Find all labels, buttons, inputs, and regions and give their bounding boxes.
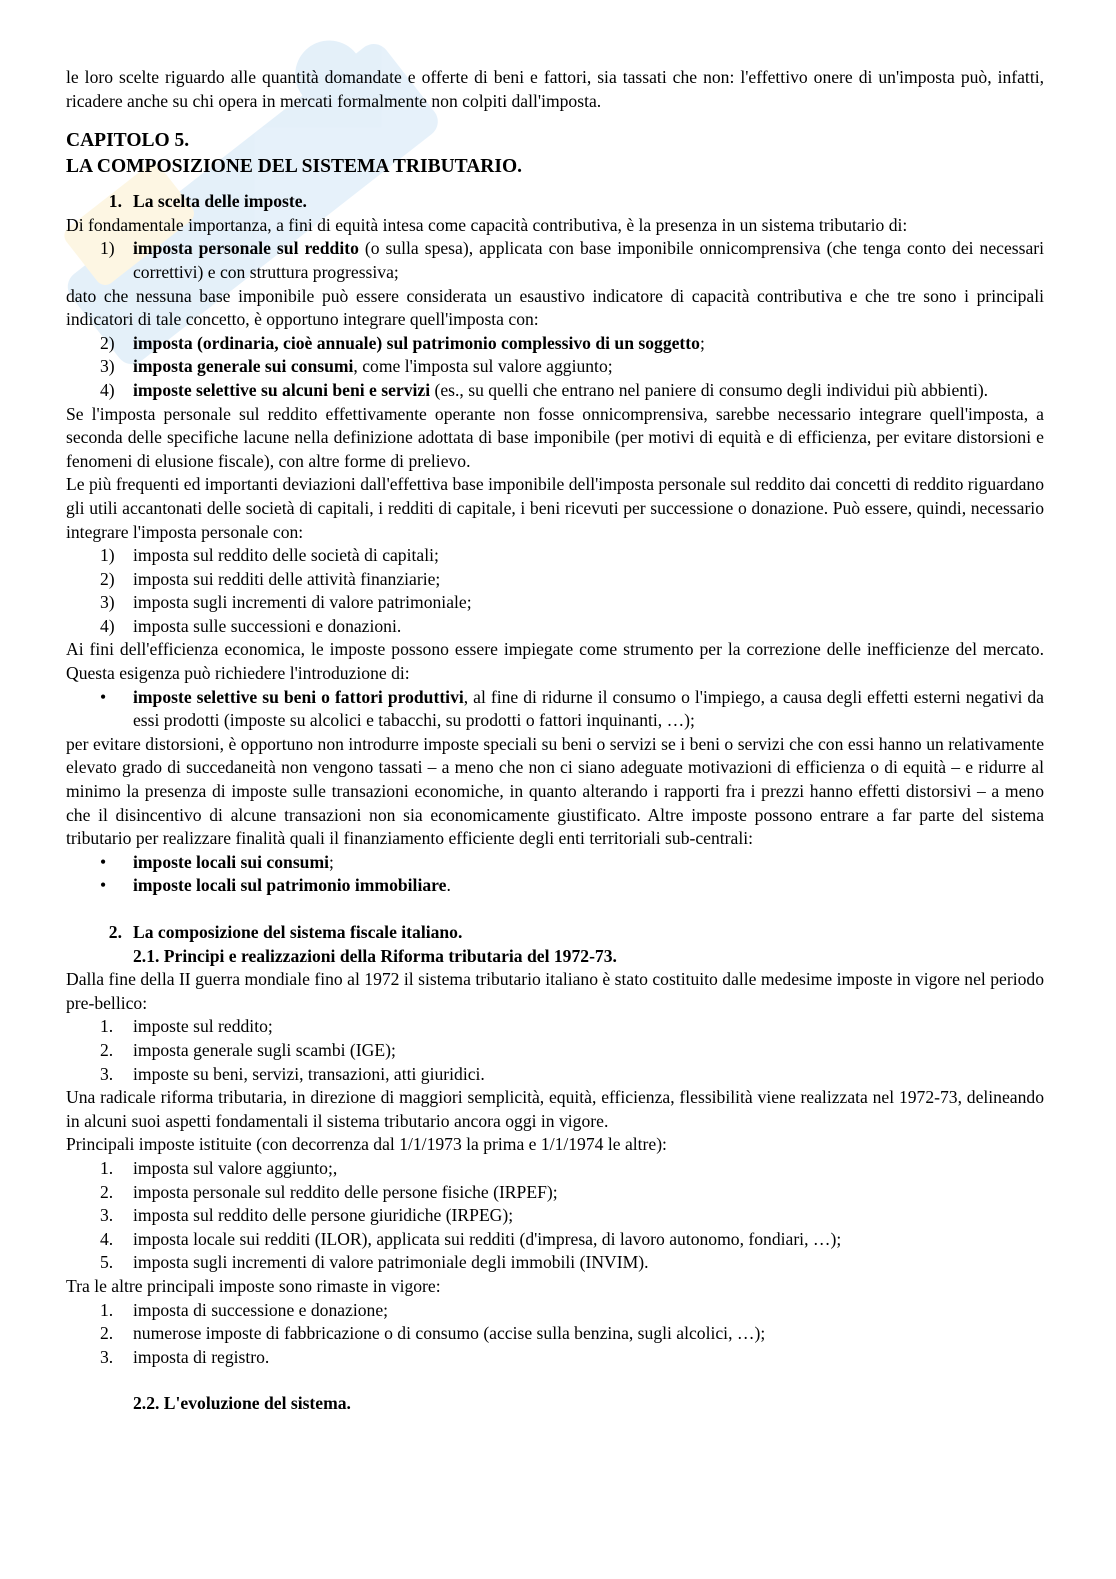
list-marker: •: [100, 851, 107, 872]
list-marker: 1.: [100, 1157, 114, 1178]
list-item: [66, 874, 1044, 898]
list-item: [66, 1157, 1044, 1181]
list-marker: 2.: [100, 1039, 114, 1060]
intro-paragraph: le loro scelte riguardo alle quantità domandate e offerte di beni e fattori, sia tassati che non: l'effettivo onere di un'imposta può, infatti, ricadere anche su chi opera in mercati formalmente non colpiti dall'imposta.: [66, 67, 1044, 111]
list-text: imposte locali sui consumi;: [133, 851, 334, 872]
list-marker: 1.: [100, 1016, 114, 1037]
list-marker: 3.: [100, 1063, 114, 1084]
list-item: [66, 1181, 1044, 1205]
list-text: imposta di registro.: [133, 1346, 270, 1367]
list-text: imposta sugli incrementi di valore patrimoniale;: [133, 592, 472, 613]
list-marker: 3.: [100, 1346, 114, 1367]
list-marker: 2.: [100, 1323, 114, 1344]
list-text: imposta sul reddito delle persone giuridiche (IRPEG);: [133, 1205, 514, 1226]
paragraph: Se l'imposta personale sul reddito effettivamente operante non fosse onnicomprensiva, sarebbe necessario integrare quell'imposta, a seconda delle specifiche lacune nella definizione adottata di base imponibile (per motivi di equità e di efficienza, per evitare distorsioni e fenomeni di elusione fiscale), con altre forme di prelievo.: [66, 403, 1044, 471]
paragraph: dato che nessuna base imponibile può essere considerata un esaustivo indicatore di capacità contributiva e che tre sono i principali indicatori di tale concetto, è opportuno integrare quell'imposta con:: [66, 285, 1044, 330]
list-item: [66, 1346, 1044, 1370]
list-local-taxes: [66, 851, 1044, 898]
list-new-taxes: [66, 1157, 1044, 1275]
list-text: imposte sul reddito;: [133, 1016, 273, 1037]
list-marker: 3): [100, 356, 115, 377]
document-page: [66, 66, 1044, 1416]
list-text: imposta (ordinaria, cioè annuale) sul patrimonio complessivo di un soggetto;: [133, 332, 705, 353]
list-marker: 1.: [100, 1299, 114, 1320]
list-item: [66, 379, 1044, 403]
list-equity-2: [66, 332, 1044, 403]
list-item: [66, 332, 1044, 356]
list-marker: 2.: [100, 1181, 114, 1202]
paragraph: Dalla fine della II guerra mondiale fino al 1972 il sistema tributario italiano è stato costituito dalle medesime imposte in vigore nel periodo pre-bellico:: [66, 969, 1044, 1013]
list-text: imposta sui redditi delle attività finanziarie;: [133, 568, 441, 589]
list-item: [66, 1299, 1044, 1323]
paragraph: Una radicale riforma tributaria, in direzione di maggiori semplicità, equità, efficienza, flessibilità viene realizzata nel 1972-73, delineando in alcuni suoi aspetti fondamentali il sistema tributario ancora oggi in vigore.: [66, 1087, 1044, 1131]
list-item: [66, 851, 1044, 875]
paragraph: Ai fini dell'efficienza economica, le imposte possono essere impiegate come strumento per la correzione delle inefficienze del mercato. Questa esigenza può richiedere l'introduzione di:: [66, 639, 1044, 684]
list-equity-1: [66, 237, 1044, 284]
chapter-heading: CAPITOLO 5. LA COMPOSIZIONE DEL SISTEMA TRIBUTARIO.: [66, 130, 523, 177]
list-text: numerose imposte di fabbricazione o di consumo (accise sulla benzina, sugli alcolici, …);: [133, 1323, 766, 1344]
paragraph: Di fondamentale importanza, a fini di equità intesa come capacità contributiva, è la presenza in un sistema tributario di:: [66, 214, 908, 235]
list-text: imposta sul reddito delle società di capitali;: [133, 545, 439, 566]
list-item: [66, 615, 1044, 639]
list-item: [66, 544, 1044, 568]
list-item: [66, 1228, 1044, 1252]
list-item: [66, 568, 1044, 592]
section-2-heading: 2. La composizione del sistema fiscale italiano.: [108, 922, 463, 942]
list-marker: 1): [100, 545, 115, 566]
list-item: [66, 591, 1044, 615]
list-item: [66, 1015, 1044, 1039]
list-marker: 2): [100, 568, 115, 589]
subsection-2-1-heading: 2.1. Principi e realizzazioni della Riforma tributaria del 1972-73.: [133, 945, 617, 966]
list-text: imposte su beni, servizi, transazioni, atti giuridici.: [133, 1063, 485, 1084]
list-text: imposte locali sul patrimonio immobiliare.: [133, 875, 451, 896]
list-item: [66, 1063, 1044, 1087]
list-integrations: [66, 544, 1044, 638]
list-text: imposta locale sui redditi (ILOR), applicata sui redditi (d'impresa, di lavoro autonomo, fondiari, …);: [133, 1228, 842, 1249]
list-text: imposta personale sul reddito delle persone fisiche (IRPEF);: [133, 1181, 558, 1202]
list-marker: 1): [100, 238, 115, 259]
list-marker: 2): [100, 332, 115, 353]
list-marker: 3): [100, 592, 115, 613]
list-text: imposte selettive su beni o fattori produttivi, al fine di ridurne il consumo o l'impiego, a causa degli effetti esterni negativi da essi prodotti (imposte su alcolici e tabacchi, su prodotti o fattori inquinanti, …);: [133, 686, 1044, 731]
section-1-heading: 1. La scelta delle imposte.: [108, 191, 307, 212]
list-prewar-taxes: [66, 1015, 1044, 1086]
list-text: imposta generale sui consumi, come l'imposta sul valore aggiunto;: [133, 356, 613, 377]
list-text: imposte selettive su alcuni beni e servizi (es., su quelli che entrano nel paniere di consumo degli individui più abbienti).: [133, 379, 989, 400]
list-item: [66, 1039, 1044, 1063]
list-text: imposta di successione e donazione;: [133, 1299, 389, 1320]
list-text: imposta sugli incrementi di valore patrimoniale degli immobili (INVIM).: [133, 1252, 649, 1273]
paragraph: Le più frequenti ed importanti deviazioni dall'effettiva base imponibile dell'imposta personale sul reddito dai concetti di reddito riguardano gli utili accantonati delle società di capitali, i redditi di capitale, i beni ricevuti per successione o donazione. Può essere, quindi, necessario integrare l'imposta personale con:: [66, 474, 1044, 542]
list-marker: 4): [100, 615, 115, 636]
list-item: [66, 686, 1044, 733]
list-item: [66, 355, 1044, 379]
list-marker: 4.: [100, 1228, 114, 1249]
list-marker: 4): [100, 379, 115, 400]
paragraph: per evitare distorsioni, è opportuno non introdurre imposte speciali su beni o servizi se i beni o servizi che con essi hanno un relativamente elevato grado di succedaneità non vengono tassati – a meno che non ci siano adeguate motivazioni di efficienza o di equità – e ridurre al minimo la presenza di imposte sulle transazioni economiche, in quanto alterando i rapporti fra i prezzi hanno effetti distorsivi – a meno che il disincentivo di alcune transazioni non sia economicamente giustificato. Altre imposte possono entrare a far parte del sistema tributario per realizzare finalità quali il finanziamento efficiente degli enti territoriali sub-centrali:: [66, 733, 1044, 849]
paragraph: Principali imposte istituite (con decorrenza dal 1/1/1973 la prima e 1/1/1974 le altre):: [66, 1134, 667, 1155]
list-efficiency: [66, 686, 1044, 733]
list-marker: •: [100, 686, 107, 707]
list-text: imposta personale sul reddito (o sulla spesa), applicata con base imponibile onnicomprensiva (che tenga conto dei necessari correttivi) e con struttura progressiva;: [133, 238, 1045, 282]
list-item: [66, 1251, 1044, 1275]
list-text: imposta sul valore aggiunto;,: [133, 1157, 338, 1178]
list-remaining-taxes: [66, 1299, 1044, 1370]
list-marker: 3.: [100, 1205, 114, 1226]
list-text: imposta generale sugli scambi (IGE);: [133, 1039, 396, 1060]
paragraph: Tra le altre principali imposte sono rimaste in vigore:: [66, 1275, 441, 1296]
list-item: [66, 237, 1044, 284]
list-marker: •: [100, 875, 107, 896]
list-marker: 5.: [100, 1252, 114, 1273]
subsection-2-2-heading: 2.2. L'evoluzione del sistema.: [133, 1393, 351, 1414]
list-item: [66, 1204, 1044, 1228]
list-item: [66, 1322, 1044, 1346]
list-text: imposta sulle successioni e donazioni.: [133, 615, 402, 636]
